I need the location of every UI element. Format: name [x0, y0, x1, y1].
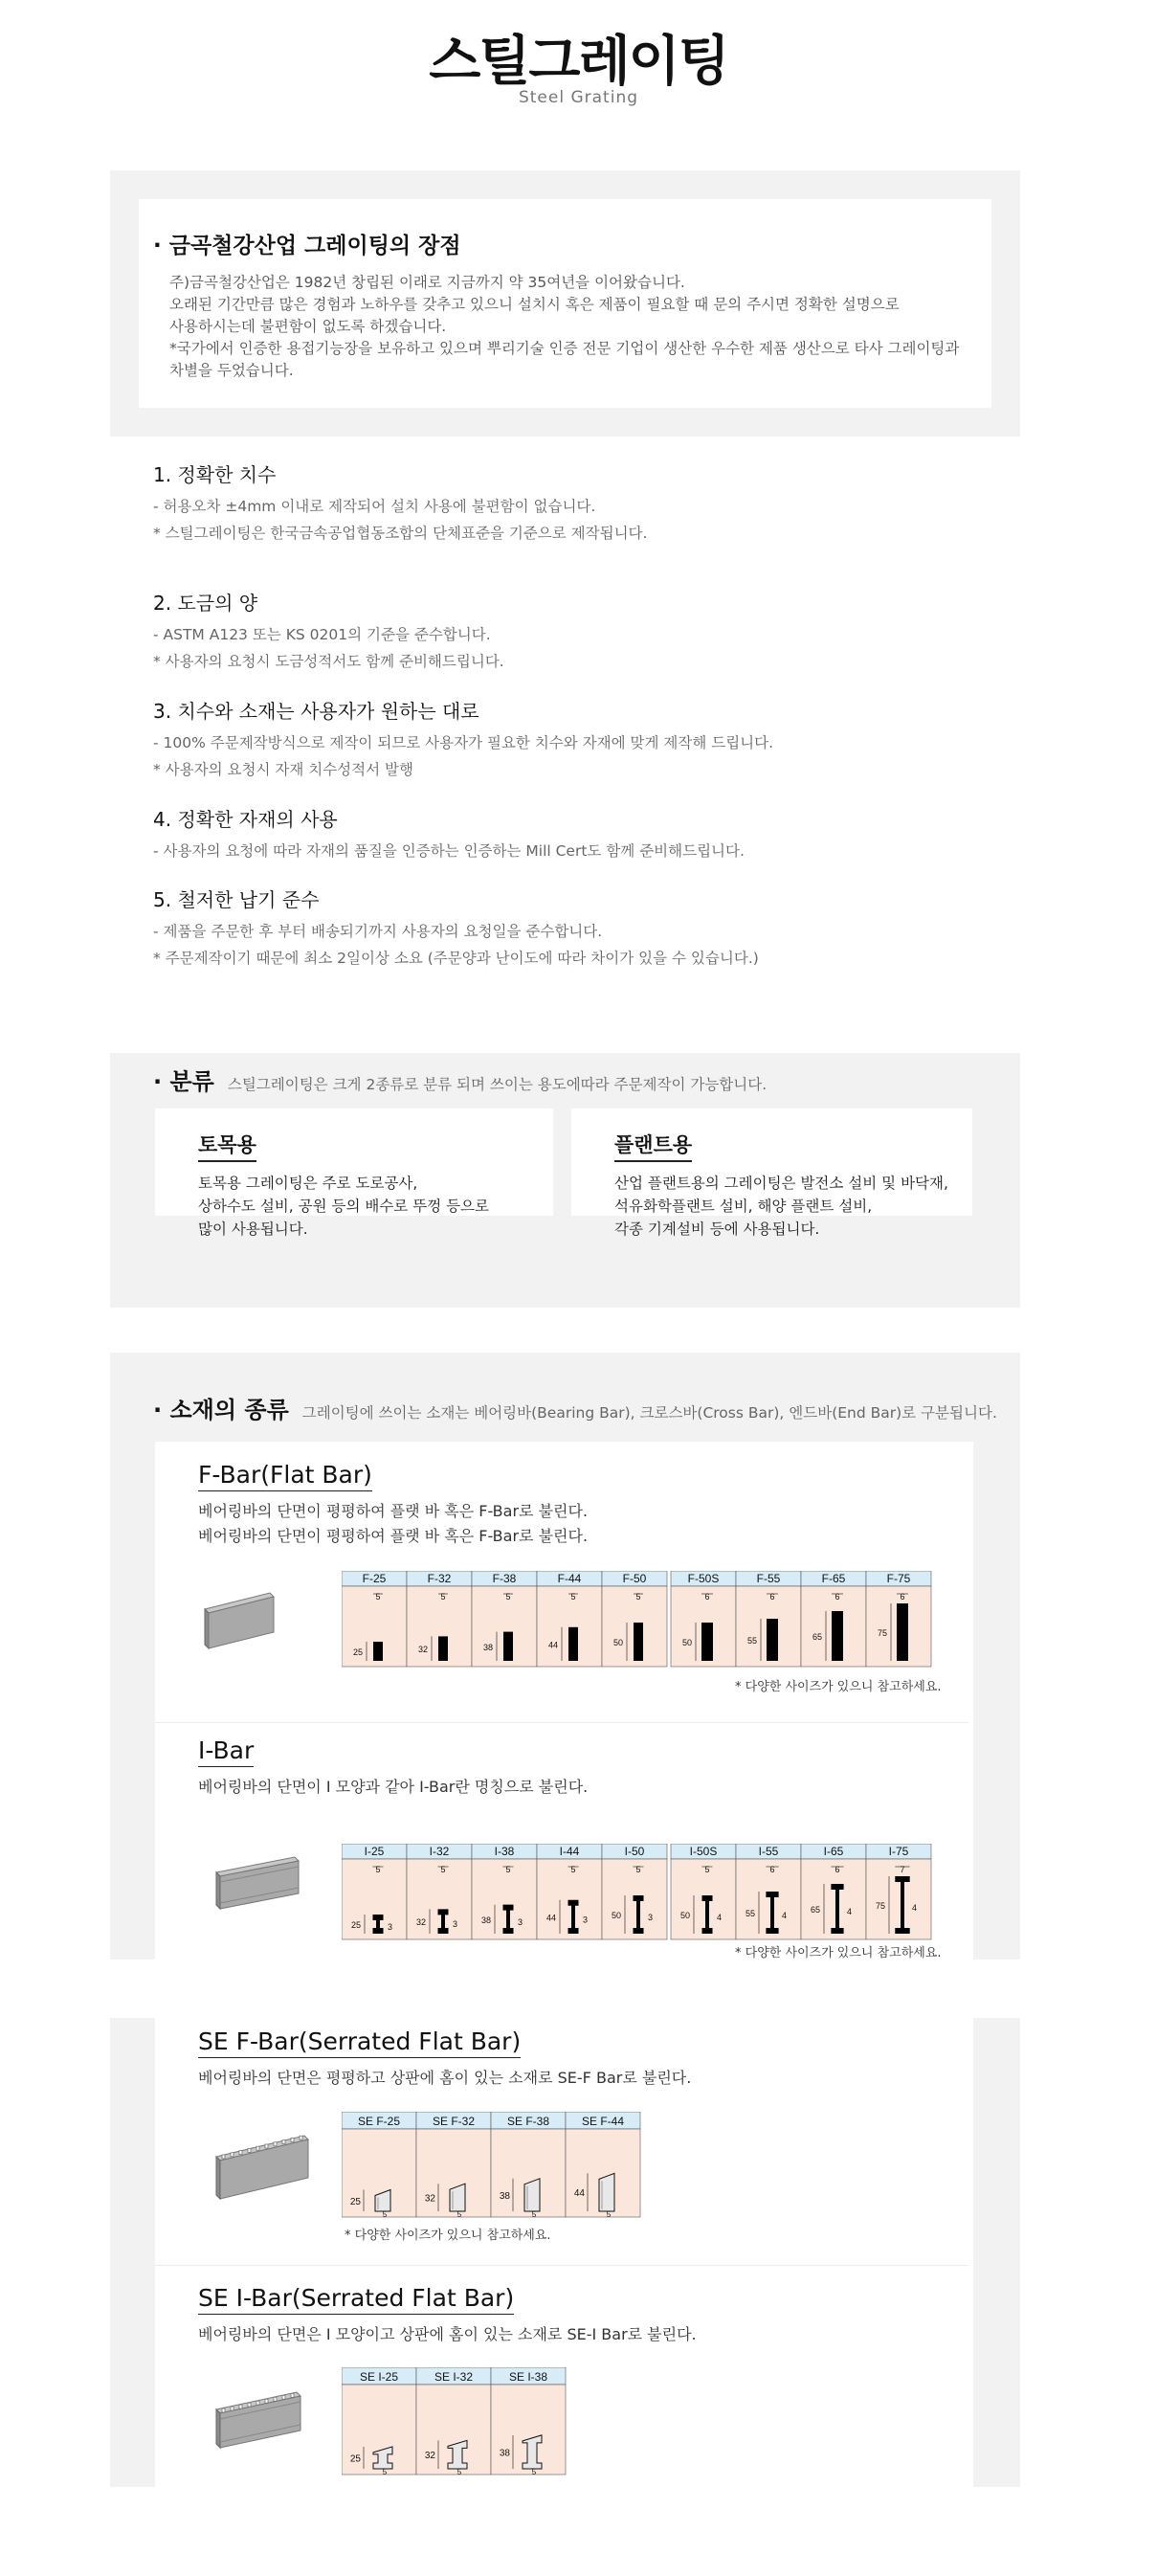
web-label: 4 — [912, 1903, 918, 1913]
serration-notch — [248, 2148, 251, 2152]
advantages-card — [139, 199, 991, 408]
feature-2 — [153, 588, 995, 675]
sefbar-description — [198, 2066, 964, 2091]
width-label: 6 — [769, 1865, 775, 1874]
serration-notch — [282, 2140, 285, 2144]
sefbar-line: 베어링바의 단면은 평평하고 상판에 홈이 있는 소재로 SE-F Bar로 불린다. — [198, 2069, 692, 2087]
height-label: 44 — [545, 1913, 556, 1923]
classification-heading — [153, 1063, 767, 1096]
size-label: F-50 — [622, 1572, 647, 1585]
feature-line: * 사용자의 요청시 도금성적서도 함께 준비해드립니다. — [153, 653, 504, 670]
width-label: 6 — [704, 1592, 710, 1602]
flat-bar-section — [634, 1623, 643, 1661]
bottom-width-label: 5 — [382, 2468, 388, 2476]
size-label: SE F-25 — [357, 2115, 401, 2128]
materials-panel — [110, 1353, 1020, 1960]
width-label: 7 — [900, 1865, 905, 1874]
feature-line: * 사용자의 요청시 자재 치수성적서 발행 — [153, 761, 413, 778]
bottom-width-label: 5 — [456, 2210, 462, 2219]
web-label: 3 — [583, 1915, 589, 1925]
feature-1 — [153, 459, 995, 547]
sefbar-illustration — [212, 2130, 318, 2206]
size-label: F-44 — [557, 1572, 582, 1585]
card-line: 산업 플랜트용의 그레이팅은 발전소 설비 및 바닥재, — [614, 1175, 948, 1192]
size-column — [472, 1844, 537, 1939]
column-body — [736, 1859, 801, 1939]
fbar-description — [198, 1499, 964, 1549]
size-column — [416, 2367, 491, 2476]
height-label: 25 — [349, 2196, 361, 2207]
ibar-description — [198, 1775, 964, 1800]
size-column — [537, 1571, 602, 1667]
feature-title: 4. 정확한 자재의 사용 — [153, 808, 338, 831]
fbar-line: 베어링바의 단면이 평평하여 플랫 바 혹은 F-Bar로 불린다. — [198, 1527, 589, 1545]
width-label: 5 — [375, 1865, 381, 1874]
serration-notch — [248, 2403, 251, 2407]
feature-line: * 스틸그레이팅은 한국금속공업협동조합의 단체표준을 기준으로 제작됩니다. — [153, 525, 648, 542]
size-column — [537, 1844, 602, 1939]
serration-notch — [239, 2405, 242, 2408]
size-column — [342, 1571, 407, 1667]
width-label: 6 — [769, 1592, 775, 1602]
advantages-text — [169, 272, 973, 382]
size-label: I-25 — [364, 1845, 385, 1858]
advantages-line: 차별을 두었습니다. — [169, 362, 294, 379]
classification-card-civil — [155, 1109, 553, 1238]
bottom-width-label: 5 — [456, 2468, 462, 2476]
size-column — [491, 2367, 566, 2476]
feature-title: 5. 철저한 납기 준수 — [153, 888, 320, 911]
classification-panel — [110, 1053, 1020, 1308]
serration-notch — [256, 2146, 259, 2150]
width-label: 5 — [440, 1592, 446, 1602]
width-label: 6 — [834, 1865, 840, 1874]
size-label: I-50 — [624, 1845, 645, 1858]
advantages-line: 오래된 기간만큼 많은 경험과 노하우를 갖추고 있으니 설치시 혹은 제품이 필요할 때 문의 주시면 정확한 설명으로 — [169, 296, 900, 313]
size-label: F-38 — [492, 1572, 517, 1585]
size-label: SE I-38 — [508, 2370, 548, 2384]
bottom-width-label: 5 — [531, 2468, 537, 2476]
flat-bar-section — [832, 1611, 843, 1661]
size-column — [801, 1571, 866, 1667]
page-title: 스틸그레이팅 — [429, 31, 728, 93]
divider — [155, 2265, 968, 2266]
serration-notch — [256, 2401, 259, 2405]
advantages-line: 사용하시는데 불편함이 없도록 하겠습니다. — [169, 318, 447, 335]
size-label: SE I-32 — [434, 2370, 474, 2384]
size-column — [736, 1844, 801, 1939]
classification-subtitle: 스틸그레이팅은 크게 2종류로 분류 되며 쓰이는 용도에따라 주문제작이 가능합니다. — [227, 1076, 768, 1093]
height-label: 32 — [424, 2193, 435, 2205]
height-label: 38 — [480, 1915, 491, 1925]
height-label: 44 — [547, 1640, 558, 1650]
size-column — [342, 1844, 407, 1939]
size-label: I-32 — [429, 1845, 450, 1858]
card-line: 많이 사용됩니다. — [198, 1221, 308, 1238]
flat-bar-section — [897, 1603, 908, 1661]
size-label: F-65 — [821, 1572, 846, 1585]
feature-line: - 허용오차 ±4mm 이내로 제작되어 설치 사용에 불편함이 없습니다. — [153, 498, 596, 515]
size-label: I-38 — [494, 1845, 515, 1858]
flat-bar-section — [701, 1623, 713, 1661]
flat-bar-section — [767, 1619, 778, 1661]
height-label: 32 — [424, 2451, 435, 2462]
fbar-note: * 다양한 사이즈가 있으니 참고하세요. — [735, 1680, 942, 1694]
card-line: 석유화학플랜트 설비, 해양 플랜트 설비, — [614, 1198, 873, 1215]
height-label: 38 — [499, 2190, 510, 2202]
size-column — [866, 1571, 931, 1667]
fbar-line: 베어링바의 단면이 평평하여 플랫 바 혹은 F-Bar로 불린다. — [198, 1502, 589, 1520]
size-label: SE F-44 — [581, 2115, 625, 2128]
divider — [155, 1722, 968, 1723]
materials-card-2 — [155, 2018, 973, 2487]
ibar-title: I-Bar — [198, 1736, 254, 1767]
sefbar-block — [198, 2027, 964, 2091]
serration-notch — [222, 2155, 225, 2159]
card-description — [614, 1172, 978, 1241]
height-label: 25 — [352, 1647, 363, 1657]
feature-line: - 100% 주문제작방식으로 제작이 되므로 사용자가 필요한 치수와 자재에 맞게 제작해 드립니다. — [153, 734, 774, 751]
card-line: 각종 기계설비 등에 사용됩니다. — [614, 1221, 820, 1238]
materials-subtitle: 그레이팅에 쓰이는 소재는 베어링바(Bearing Bar), 크로스바(Cross Bar), 엔드바(End Bar)로 구분됩니다. — [301, 1404, 997, 1422]
advantages-line: *국가에서 인증한 용접기능장을 보유하고 있으며 뿌리기술 인증 전문 기업이 생산한 우수한 제품 생산으로 타사 그레이팅과 — [169, 340, 960, 357]
height-label: 38 — [482, 1642, 493, 1652]
height-label: 32 — [415, 1917, 426, 1928]
sefbar-size-table — [342, 2112, 648, 2219]
feature-title: 2. 도금의 양 — [153, 592, 258, 615]
height-label: 50 — [612, 1638, 623, 1647]
web-label: 3 — [648, 1913, 654, 1922]
card-description — [198, 1172, 523, 1241]
serration-notch — [300, 2136, 302, 2139]
size-label: F-55 — [756, 1572, 781, 1585]
serration-notch — [291, 2138, 294, 2141]
size-column — [801, 1844, 866, 1939]
ibar-note: * 다양한 사이즈가 있으니 참고하세요. — [735, 1946, 942, 1960]
size-label: I-55 — [758, 1845, 779, 1858]
size-column — [342, 2112, 416, 2219]
height-label: 55 — [746, 1636, 757, 1646]
seibar-illustration — [212, 2386, 308, 2458]
serration-notch — [265, 2399, 268, 2403]
feature-line: - ASTM A123 또는 KS 0201의 기준을 준수합니다. — [153, 626, 491, 643]
size-column — [566, 2112, 640, 2219]
size-column — [342, 2367, 416, 2476]
width-label: 5 — [635, 1592, 641, 1602]
feature-title: 1. 정확한 치수 — [153, 463, 277, 486]
seibar-block — [198, 2284, 964, 2347]
feature-5 — [153, 885, 995, 972]
classification-title: · 분류 — [153, 1068, 214, 1095]
size-column — [491, 2112, 566, 2219]
web-label: 4 — [717, 1913, 723, 1922]
width-label: 5 — [570, 1865, 576, 1874]
width-label: 5 — [570, 1592, 576, 1602]
width-label: 5 — [440, 1865, 446, 1874]
size-column — [416, 2112, 491, 2219]
column-body — [537, 1859, 602, 1939]
ibar-line: 베어링바의 단면이 I 모양과 같아 I-Bar란 명칭으로 불린다. — [198, 1778, 589, 1796]
serration-notch — [231, 2407, 234, 2410]
size-column — [671, 1844, 736, 1939]
serration-notch — [282, 2395, 285, 2399]
materials-heading — [153, 1391, 997, 1424]
seibar-size-table — [342, 2367, 571, 2477]
feature-line: - 사용자의 요청에 따라 자재의 품질을 인증하는 인증하는 Mill Cert도 함께 준비해드립니다. — [153, 842, 745, 860]
size-label: F-25 — [362, 1572, 387, 1585]
bottom-width-label: 5 — [382, 2210, 388, 2219]
card-title: 플랜트용 — [614, 1130, 692, 1162]
size-column — [407, 1844, 472, 1939]
size-column — [736, 1571, 801, 1667]
column-body — [407, 1859, 472, 1939]
card-title: 토목용 — [198, 1130, 256, 1162]
height-label: 50 — [679, 1911, 690, 1920]
feature-3 — [153, 696, 995, 783]
seibar-title: SE I-Bar(Serrated Flat Bar) — [198, 2284, 514, 2315]
width-label: 5 — [704, 1865, 710, 1874]
column-body — [866, 1859, 931, 1939]
materials-card-1 — [155, 1442, 973, 1960]
size-label: F-75 — [886, 1572, 911, 1585]
size-label: F-50S — [687, 1572, 720, 1585]
height-label: 75 — [877, 1628, 887, 1638]
size-label: I-50S — [689, 1845, 718, 1858]
feature-line: * 주문제작이기 때문에 최소 2일이상 소요 (주문양과 난이도에 따라 차이가 있을 수 있습니다.) — [153, 950, 759, 967]
serration-notch — [239, 2151, 242, 2155]
height-label: 32 — [417, 1645, 428, 1655]
size-label: I-44 — [559, 1845, 580, 1858]
column-body — [801, 1859, 866, 1939]
ibar-block — [198, 1736, 964, 1800]
height-label: 44 — [573, 2188, 585, 2200]
sefbar-title: SE F-Bar(Serrated Flat Bar) — [198, 2027, 521, 2058]
flat-bar-section — [438, 1636, 448, 1661]
serration-notch — [274, 2142, 277, 2146]
size-label: I-65 — [823, 1845, 844, 1858]
seibar-line: 베어링바의 단면은 I 모양이고 상판에 홈이 있는 소재로 SE-I Bar로 불린다. — [198, 2325, 697, 2343]
height-label: 50 — [681, 1638, 692, 1647]
height-label: 55 — [745, 1909, 755, 1918]
materials-title: · 소재의 종류 — [153, 1397, 289, 1423]
flat-bar-section — [373, 1642, 383, 1661]
width-label: 5 — [375, 1592, 381, 1602]
serrated-flat-section — [599, 2173, 614, 2211]
height-label: 65 — [810, 1905, 820, 1915]
height-label: 65 — [812, 1632, 822, 1642]
size-label: F-32 — [427, 1572, 452, 1585]
size-column — [602, 1571, 667, 1667]
web-label: 4 — [847, 1907, 853, 1916]
flat-bar-section — [503, 1632, 513, 1661]
web-label: 3 — [388, 1922, 393, 1932]
height-label: 25 — [349, 2453, 361, 2465]
size-column — [472, 1571, 537, 1667]
width-label: 6 — [834, 1592, 840, 1602]
serration-notch — [274, 2397, 277, 2401]
ibar-illustration — [212, 1853, 303, 1920]
height-label: 75 — [875, 1901, 885, 1911]
page-subtitle: Steel Grating — [518, 88, 639, 107]
web-label: 3 — [453, 1919, 458, 1930]
web-label: 4 — [782, 1911, 788, 1920]
column-body — [472, 1859, 537, 1939]
height-label: 50 — [611, 1911, 621, 1920]
width-label: 5 — [635, 1865, 641, 1874]
flat-bar-section — [568, 1627, 578, 1661]
advantages-title: · 금곡철강산업 그레이팅의 장점 — [153, 234, 461, 258]
height-label: 38 — [499, 2448, 510, 2459]
seibar-description — [198, 2322, 964, 2347]
serration-notch — [231, 2153, 234, 2157]
web-label: 3 — [518, 1916, 523, 1927]
feature-4 — [153, 804, 995, 864]
size-label: SE I-25 — [359, 2370, 399, 2384]
feature-title: 3. 치수와 소재는 사용자가 원하는 대로 — [153, 700, 479, 723]
size-label: SE F-38 — [506, 2115, 550, 2128]
classification-card-plant — [571, 1109, 972, 1238]
serrated-panel — [110, 2018, 1020, 2487]
ibar-size-table — [342, 1844, 935, 1944]
fbar-title: F-Bar(Flat Bar) — [198, 1461, 372, 1491]
height-label: 25 — [350, 1920, 361, 1930]
fbar-illustration — [203, 1585, 279, 1652]
size-column — [407, 1571, 472, 1667]
card-line: 상하수도 설비, 공원 등의 배수로 뚜껑 등으로 — [198, 1198, 490, 1215]
sefbar-note: * 다양한 사이즈가 있으니 참고하세요. — [345, 2229, 551, 2243]
width-label: 6 — [900, 1592, 905, 1602]
size-label: SE F-32 — [432, 2115, 476, 2128]
advantages-panel — [110, 170, 1020, 437]
bottom-width-label: 5 — [606, 2210, 612, 2219]
serration-notch — [265, 2144, 268, 2148]
bottom-width-label: 5 — [531, 2210, 537, 2219]
serration-notch — [291, 2393, 294, 2397]
size-label: I-75 — [888, 1845, 909, 1858]
serration-notch — [222, 2408, 225, 2412]
serrated-flat-section — [524, 2179, 540, 2211]
size-column — [602, 1844, 667, 1939]
width-label: 5 — [505, 1592, 511, 1602]
size-column — [671, 1571, 736, 1667]
card-line: 토목용 그레이팅은 주로 도로공사, — [198, 1175, 418, 1192]
advantages-line: 주)금곡철강산업은 1982년 창립된 이래로 지금까지 약 35여년을 이어왔습니다. — [169, 274, 685, 291]
fbar-size-table — [342, 1571, 935, 1671]
feature-line: - 제품을 주문한 후 부터 배송되기까지 사용자의 요청일을 준수합니다. — [153, 923, 603, 940]
fbar-block — [198, 1461, 964, 1549]
size-column — [866, 1844, 931, 1939]
width-label: 5 — [505, 1865, 511, 1874]
